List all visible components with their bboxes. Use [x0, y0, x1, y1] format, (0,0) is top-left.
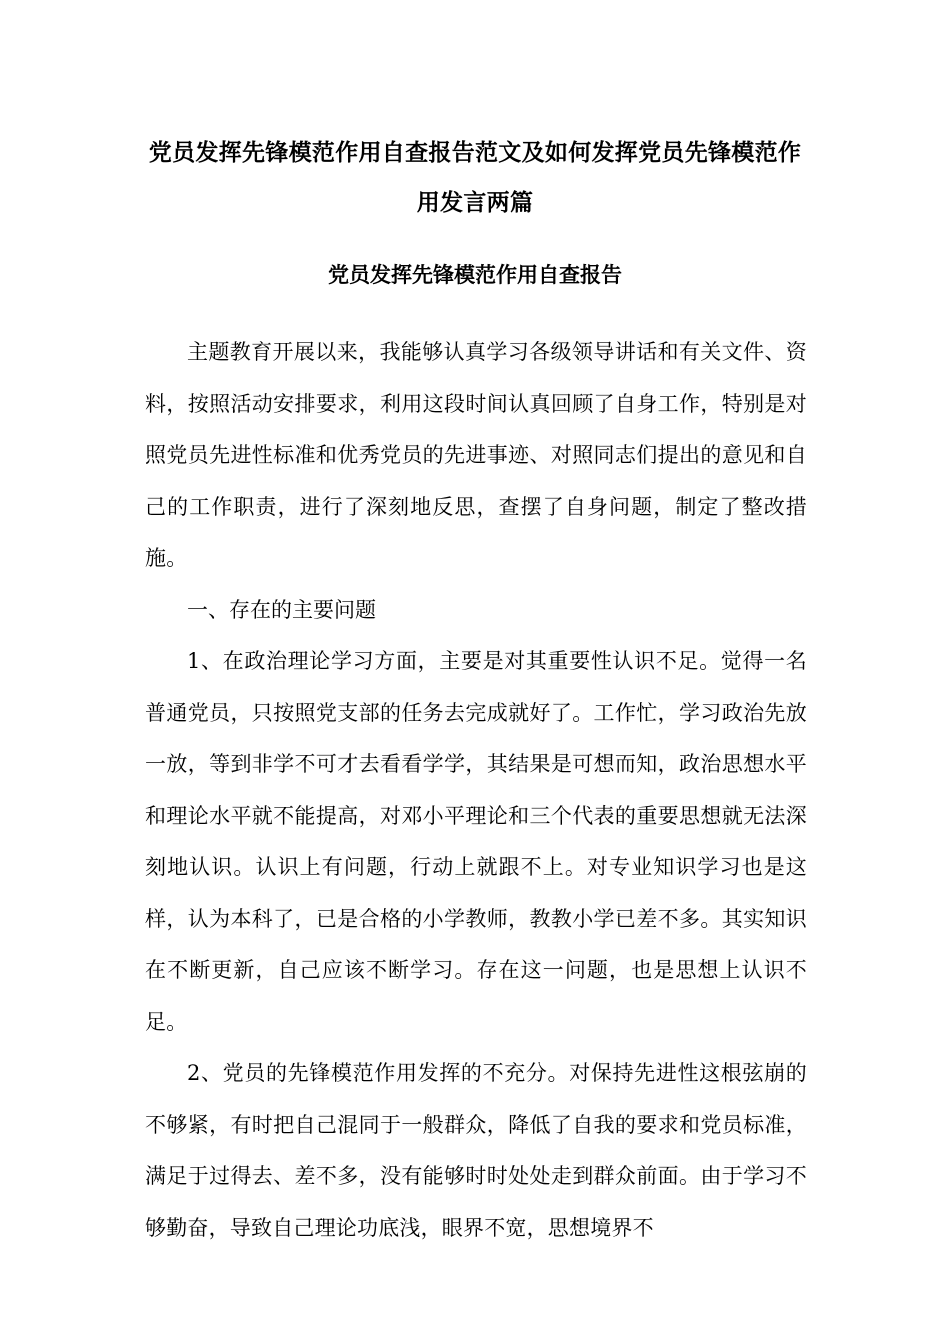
document-subtitle: 党员发挥先锋模范作用自查报告	[328, 262, 622, 287]
problem-item-1: 1、在政治理论学习方面，主要是对其重要性认识不足。觉得一名普通党员，只按照党支部的任务去完成就好了。工作忙，学习政治先放一放，等到非学不可才去看看学学，其结果是可想而知，政治思想水平和理论水平就不能提高，对邓小平理论和三个代表的重要思想就无法深刻地认识。认识上有问题，行动上就跟不上。对专业知识学习也是这样，认为本科了，已是合格的小学教师，教教小学已差不多。其实知识在不断更新，自己应该不断学习。存在这一问题，也是思想上认识不足。	[145, 649, 807, 1034]
document-body	[145, 327, 807, 1254]
intro-paragraph: 主题教育开展以来，我能够认真学习各级领导讲话和有关文件、资料，按照活动安排要求，利用这段时间认真回顾了自身工作，特别是对照党员先进性标准和优秀党员的先进事迹、对照同志们提出的意见和自己的工作职责，进行了深刻地反思，查摆了自身问题，制定了整改措施。	[145, 340, 807, 570]
document-title: 党员发挥先锋模范作用自查报告范文及如何发挥党员先锋模范作用发言两篇	[148, 139, 802, 216]
section-heading-problems: 一、存在的主要问题	[187, 597, 376, 622]
problem-item-2: 2、党员的先锋模范作用发挥的不充分。对保持先进性这根弦崩的不够紧，有时把自己混同于一般群众，降低了自我的要求和党员标准，满足于过得去、差不多，没有能够时时处处走到群众前面。由于学习不够勤奋，导致自己理论功底浅，眼界不宽，思想境界不	[145, 1061, 807, 1240]
